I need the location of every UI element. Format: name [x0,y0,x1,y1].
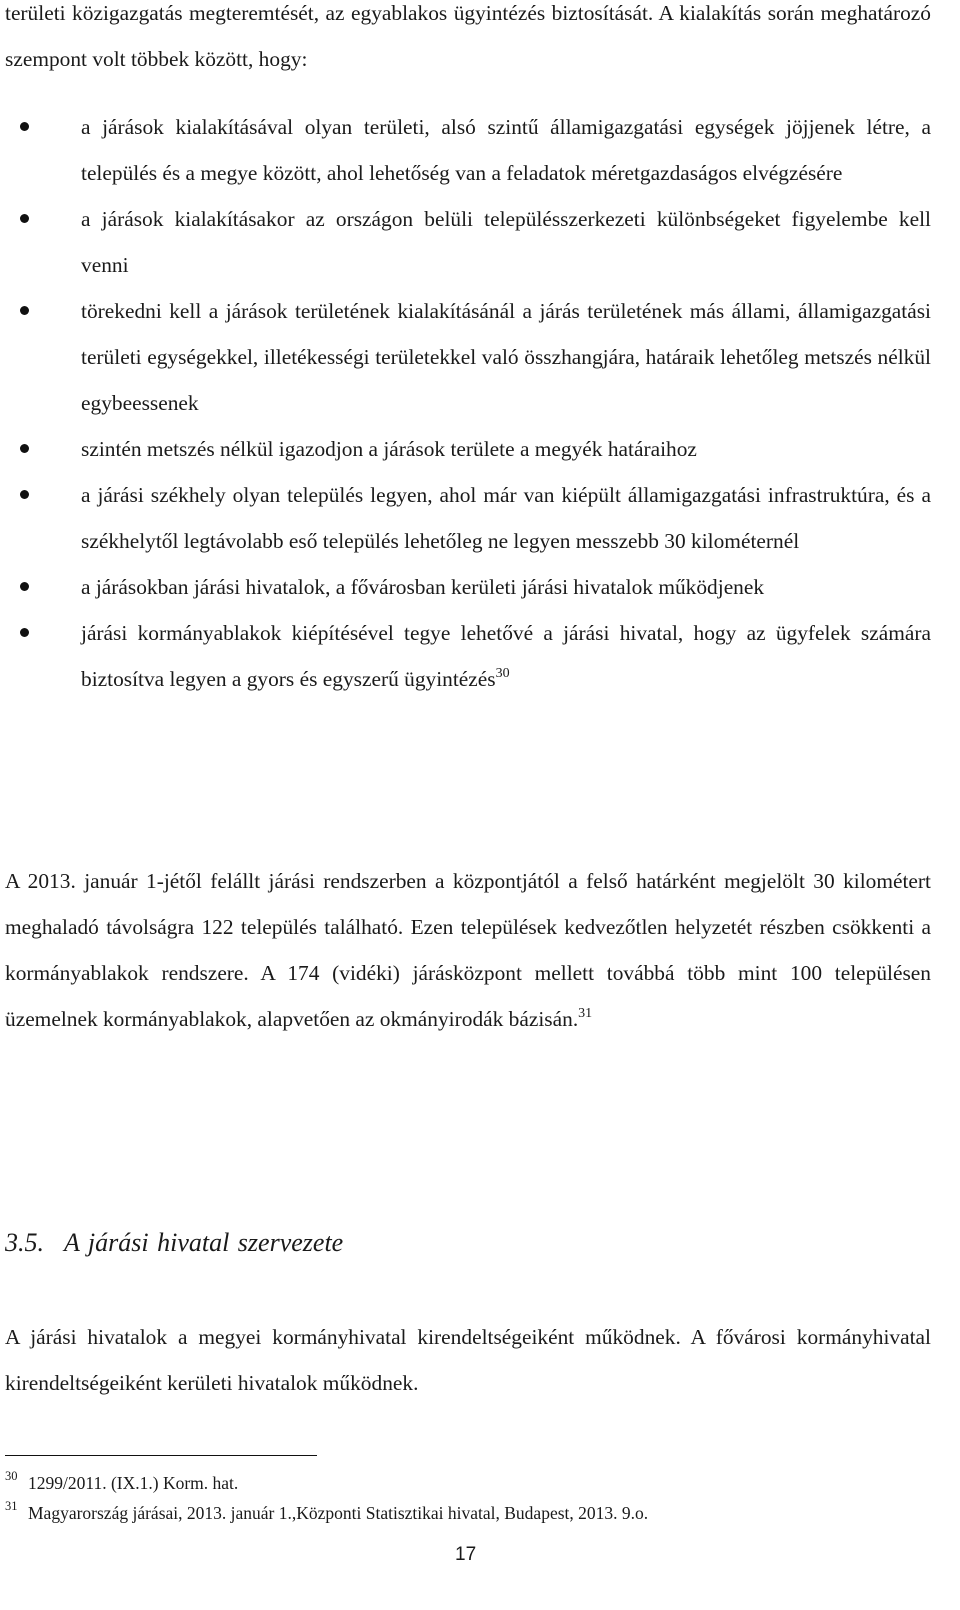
list-item-text: a járások kialakításával olyan területi, alsó szintű államigazgatási egységek jöjjenek létre, a település és a megye között, ahol lehetőség van a feladatok méretgazdaságos elvégzésére [81,115,931,185]
body-paragraph-2013 [5,858,931,1042]
body-paragraph-office [5,1314,931,1406]
list-item-text: a járási székhely olyan település legyen, ahol már van kiépült államigazgatási infrastruktúra, és a székhelytől legtávolabb eső település lehetőleg ne legyen messzebb 30 kilométernél [81,483,931,553]
footnote-text: 1299/2011. (IX.1.) Korm. hat. [28,1473,239,1493]
section-title: A járási hivatal szervezete [64,1228,344,1257]
footnote-30 [5,1468,931,1498]
footnote-ref-31[interactable]: 31 [578,1006,593,1021]
bullet-icon [20,444,29,453]
paragraph-text: A 2013. január 1-jétől felállt járási rendszerben a központjától a felső határként megjelölt 30 kilométert meghaladó távolságra 122 település található. Ezen települések kedvezőtlen helyzetét részben csökkenti a kormányablakok rendszere. A 174 (vidéki) járásközpont mellett továbbá több mint 100 településen üzemelnek kormányablakok, alapvetően az okmányirodák bázisán. [5,869,931,1031]
bullet-icon [20,582,29,591]
list-item-text: a járásokban járási hivatalok, a fővárosban kerületi járási hivatalok működjenek [81,575,765,599]
bullet-icon [20,214,29,223]
list-item-text: járási kormányablakok kiépítésével tegye lehetővé a járási hivatal, hogy az ügyfelek számára biztosítva legyen a gyors és egyszerű ügyintézés [81,621,931,691]
list-item [5,610,931,702]
intro-text: területi közigazgatás megteremtését, az egyablakos ügyintézés biztosítását. A kialakítás során meghatározó szempont volt többek között, hogy: [5,1,931,71]
list-item [5,104,931,196]
bullet-icon [20,490,29,499]
footnote-divider [5,1455,317,1456]
criteria-list [5,104,931,702]
footnote-number: 30 [5,1469,18,1483]
bullet-icon [20,306,29,315]
page-number: 17 [455,1544,477,1565]
list-item-text: törekedni kell a járások területének kialakításánál a járás területének más állami, államigazgatási területi egységekkel, illetékességi területekkel való összhangjára, határaik lehetőleg metszés nélkül egybeessenek [81,299,931,415]
list-item [5,472,931,564]
list-item-text: szintén metszés nélkül igazodjon a járások területe a megyék határaihoz [81,437,697,461]
list-item-text: a járások kialakításakor az országon belüli településszerkezeti különbségeket figyelembe kell venni [81,207,931,277]
bullet-icon [20,628,29,637]
section-number: 3.5. [5,1228,44,1257]
list-item [5,426,931,472]
footnote-number: 31 [5,1499,18,1513]
paragraph-text: A járási hivatalok a megyei kormányhivatal kirendeltségeiként működnek. A fővárosi kormányhivatal kirendeltségeiként kerületi hivatalok működnek. [5,1325,931,1395]
footnote-ref-30[interactable]: 30 [495,666,510,681]
footnote-31 [5,1498,931,1528]
list-item [5,196,931,288]
list-item [5,288,931,426]
list-item [5,564,931,610]
footnote-text: Magyarország járásai, 2013. január 1.,Központi Statisztikai hivatal, Budapest, 2013. 9.o. [28,1503,649,1523]
footnotes [5,1468,931,1528]
intro-paragraph [5,0,931,82]
bullet-icon [20,122,29,131]
section-heading [5,1228,343,1258]
